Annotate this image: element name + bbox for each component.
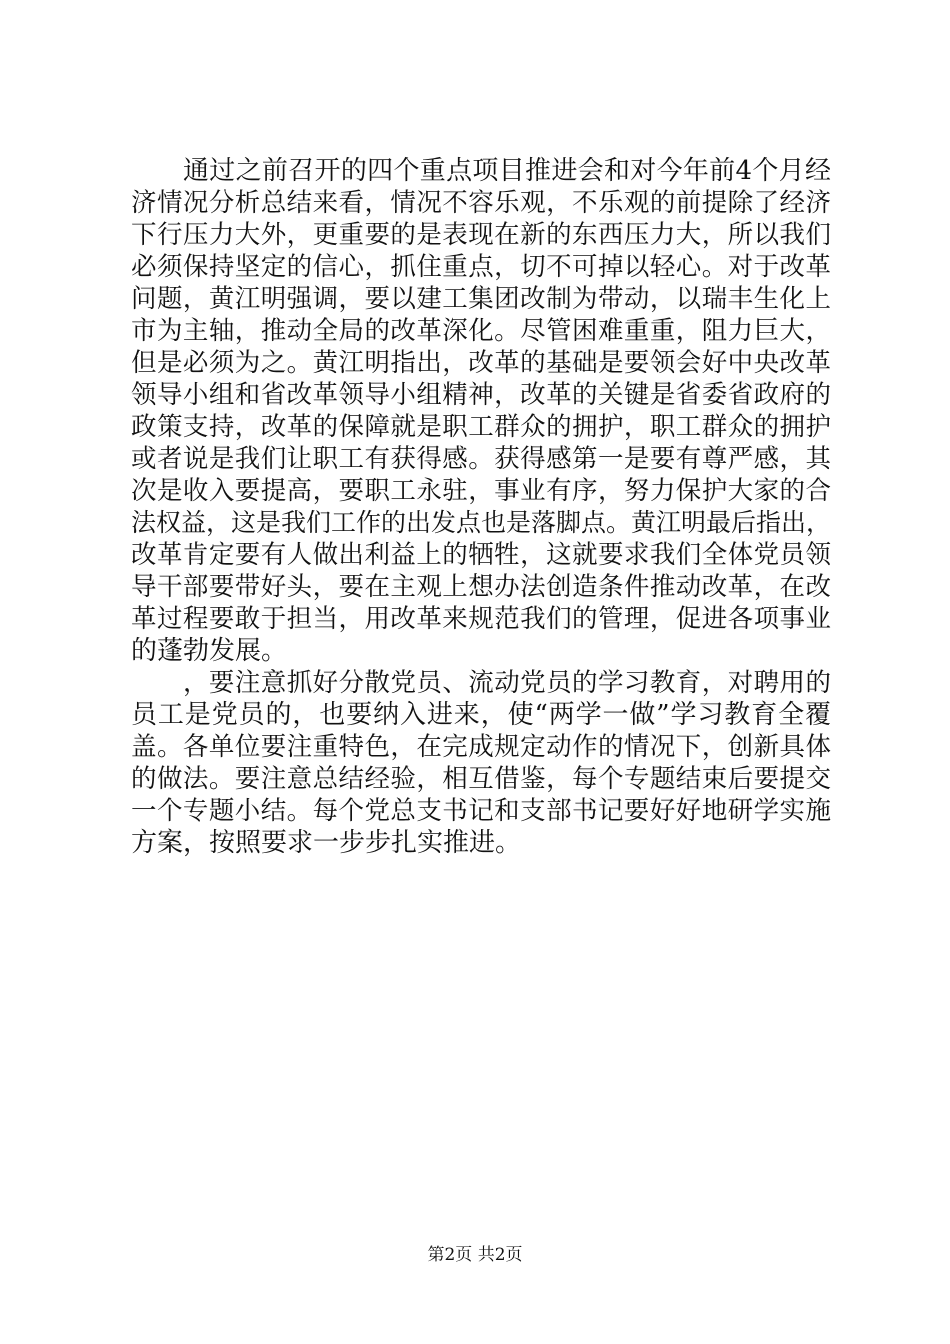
text-line: 革过程要敢于担当，用改革来规范我们的管理，促进各项事业 xyxy=(131,604,831,634)
text-line: 法权益，这是我们工作的出发点也是落脚点。黄江明最后指出， xyxy=(131,508,832,537)
page-number-footer: 第2页 共2页 xyxy=(427,1245,523,1265)
text-line: 通过之前召开的四个重点项目推进会和对今年前4个月经 xyxy=(183,156,831,186)
text-line: 一个专题小结。每个党总支书记和支部书记要好好地研学实施 xyxy=(131,796,831,826)
text-line: 问题，黄江明强调，要以建工集团改制为带动，以瑞丰生化上 xyxy=(131,284,831,314)
text-line: 盖。各单位要注重特色，在完成规定动作的情况下，创新具体 xyxy=(131,732,831,762)
text-line: 的做法。要注意总结经验，相互借鉴，每个专题结束后要提交 xyxy=(131,764,831,794)
text-line: 济情况分析总结来看，情况不容乐观，不乐观的前提除了经济 xyxy=(131,188,831,218)
text-line: 领导小组和省改革领导小组精神，改革的关键是省委省政府的 xyxy=(131,380,831,410)
text-line: 员工是党员的，也要纳入进来，使“两学一做”学习教育全覆 xyxy=(131,700,831,730)
text-line: 改革肯定要有人做出利益上的牺牲，这就要求我们全体党员领 xyxy=(131,540,831,570)
text-line: 政策支持，改革的保障就是职工群众的拥护，职工群众的拥护 xyxy=(131,412,831,442)
text-line: 或者说是我们让职工有获得感。获得感第一是要有尊严感，其 xyxy=(131,444,831,474)
paragraph-1 xyxy=(131,155,831,667)
paragraph-2 xyxy=(131,667,831,859)
text-line: 的蓬勃发展。 xyxy=(131,636,288,666)
text-line: 导干部要带好头，要在主观上想办法创造条件推动改革，在改 xyxy=(131,572,831,602)
text-line: 次是收入要提高，要职工永驻，事业有序，努力保护大家的合 xyxy=(131,476,831,506)
text-line: 下行压力大外，更重要的是表现在新的东西压力大，所以我们 xyxy=(131,220,831,250)
text-line: 方案，按照要求一步步扎实推进。 xyxy=(131,828,522,858)
document-body xyxy=(131,155,831,859)
text-line: 市为主轴，推动全局的改革深化。尽管困难重重，阻力巨大， xyxy=(131,316,831,346)
text-line: ，要注意抓好分散党员、流动党员的学习教育，对聘用的 xyxy=(183,668,831,698)
text-line: 必须保持坚定的信心，抓住重点，切不可掉以轻心。对于改革 xyxy=(131,252,831,282)
text-line: 但是必须为之。黄江明指出，改革的基础是要领会好中央改革 xyxy=(131,348,831,378)
